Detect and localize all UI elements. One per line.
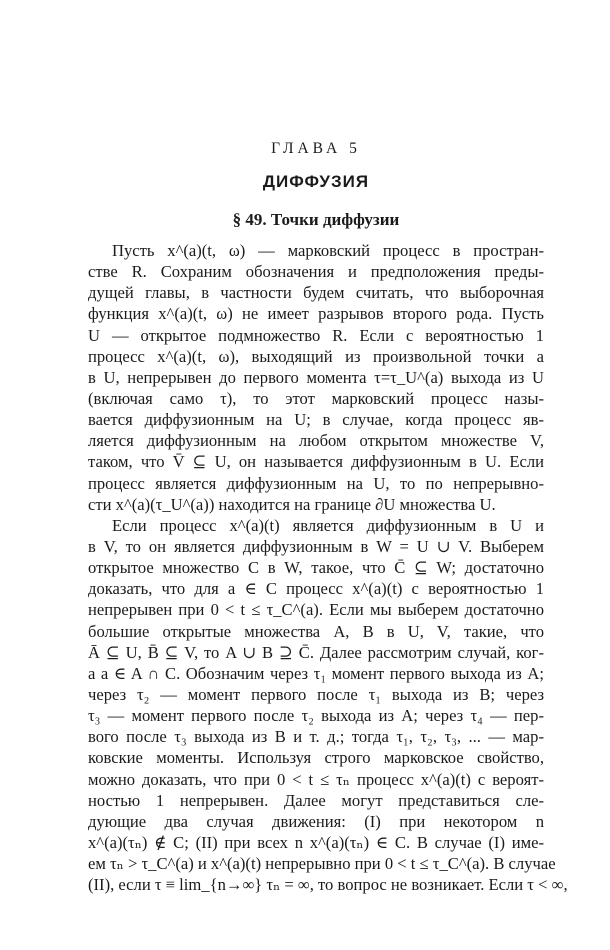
text-line: непрерывен при 0 < t ≤ τ_C^(a). Если мы выберем достаточно bbox=[88, 600, 544, 620]
text-line: таком, что V̄ ⊆ U, он называется диффузионным в U. Если bbox=[88, 452, 544, 472]
text-line: через τ₂ — момент первого после τ₁ выхода из B; через bbox=[88, 684, 544, 704]
text-line: процесс x^(a)(t, ω), выходящий из произвольной точки a bbox=[88, 346, 544, 366]
section-title: § 49. Точки диффузии bbox=[232, 210, 400, 229]
text-line: сти x^(a)(τ_U^(a)) находится на границе ∂U множества U. bbox=[88, 494, 496, 514]
text-line: в U, непрерывен до первого момента τ=τ_U^(a) выхода из U bbox=[88, 367, 544, 387]
body-text bbox=[88, 240, 568, 895]
text-line: (II), если τ ≡ lim_{n→∞} τₙ = ∞, то вопрос не возникает. Если τ < ∞, bbox=[88, 875, 568, 895]
text-line: ляется диффузионным на любом открытом множестве V, bbox=[88, 431, 544, 451]
text-line: большие открытые множества A, B в U, V, такие, что bbox=[88, 621, 544, 641]
chapter-title: ДИФФУЗИЯ bbox=[262, 172, 370, 191]
text-line: дущей главы, в частности будем считать, что выборочная bbox=[88, 283, 544, 303]
chapter-label: ГЛАВА 5 bbox=[271, 140, 361, 157]
paragraph-2 bbox=[88, 515, 568, 896]
text-line: U — открытое подмножество R. Если с вероятностью 1 bbox=[88, 325, 544, 345]
text-line: Пусть x^(a)(t, ω) — марковский процесс в простран- bbox=[112, 241, 544, 260]
text-line: дующие два случая движения: (I) при некотором n bbox=[88, 811, 544, 831]
text-line: а a ∈ A ∩ C. Обозначим через τ₁ момент первого выхода из A; bbox=[88, 663, 544, 683]
text-line: x^(a)(τₙ) ∉ C; (II) при всех n x^(a)(τₙ) ∈ C. В случае (I) име- bbox=[88, 832, 544, 852]
book-page bbox=[88, 0, 568, 950]
text-line: стве R. Сохраним обозначения и предположения преды- bbox=[88, 262, 544, 282]
text-line: вается диффузионным на U; в случае, когда процесс яв- bbox=[88, 410, 544, 430]
text-line: открытое множество C в W, такое, что C̄ ⊆ W; достаточно bbox=[88, 558, 544, 578]
text-line: ковские моменты. Используя строго марковское свойство, bbox=[88, 748, 544, 768]
paragraph-1 bbox=[88, 240, 544, 515]
text-line: ностью 1 непрерывен. Далее могут представиться сле- bbox=[88, 790, 544, 810]
text-line: ем τₙ > τ_C^(a) и x^(a)(t) непрерывно при 0 < t ≤ τ_C^(a). В случае bbox=[88, 854, 556, 874]
text-line: процесс является диффузионным на U, то по непрерывно- bbox=[88, 473, 544, 493]
text-line: можно доказать, что при 0 < t ≤ τₙ процесс x^(a)(t) с вероят- bbox=[88, 769, 544, 789]
text-line: (включая само τ), то этот марковский процесс назы- bbox=[88, 388, 544, 408]
text-line: Если процесс x^(a)(t) является диффузионным в U и bbox=[112, 515, 544, 535]
text-line: в V, то он является диффузионным в W = U ∪ V. Выберем bbox=[88, 536, 544, 556]
text-line: вого после τ₃ выхода из B и т. д.; тогда τ₁, τ₂, τ₃, ... — мар- bbox=[88, 727, 544, 747]
text-line: доказать, что для a ∈ C процесс x^(a)(t) с вероятностью 1 bbox=[88, 579, 544, 599]
text-line: τ₃ — момент первого после τ₂ выхода из A; через τ₄ — пер- bbox=[88, 706, 544, 726]
text-line: функция x^(a)(t, ω) не имеет разрывов второго рода. Пусть bbox=[88, 304, 544, 324]
text-line: Ā ⊆ U, B̄ ⊆ V, то A ∪ B ⊇ C̄. Далее рассмотрим случай, ког- bbox=[88, 642, 544, 662]
